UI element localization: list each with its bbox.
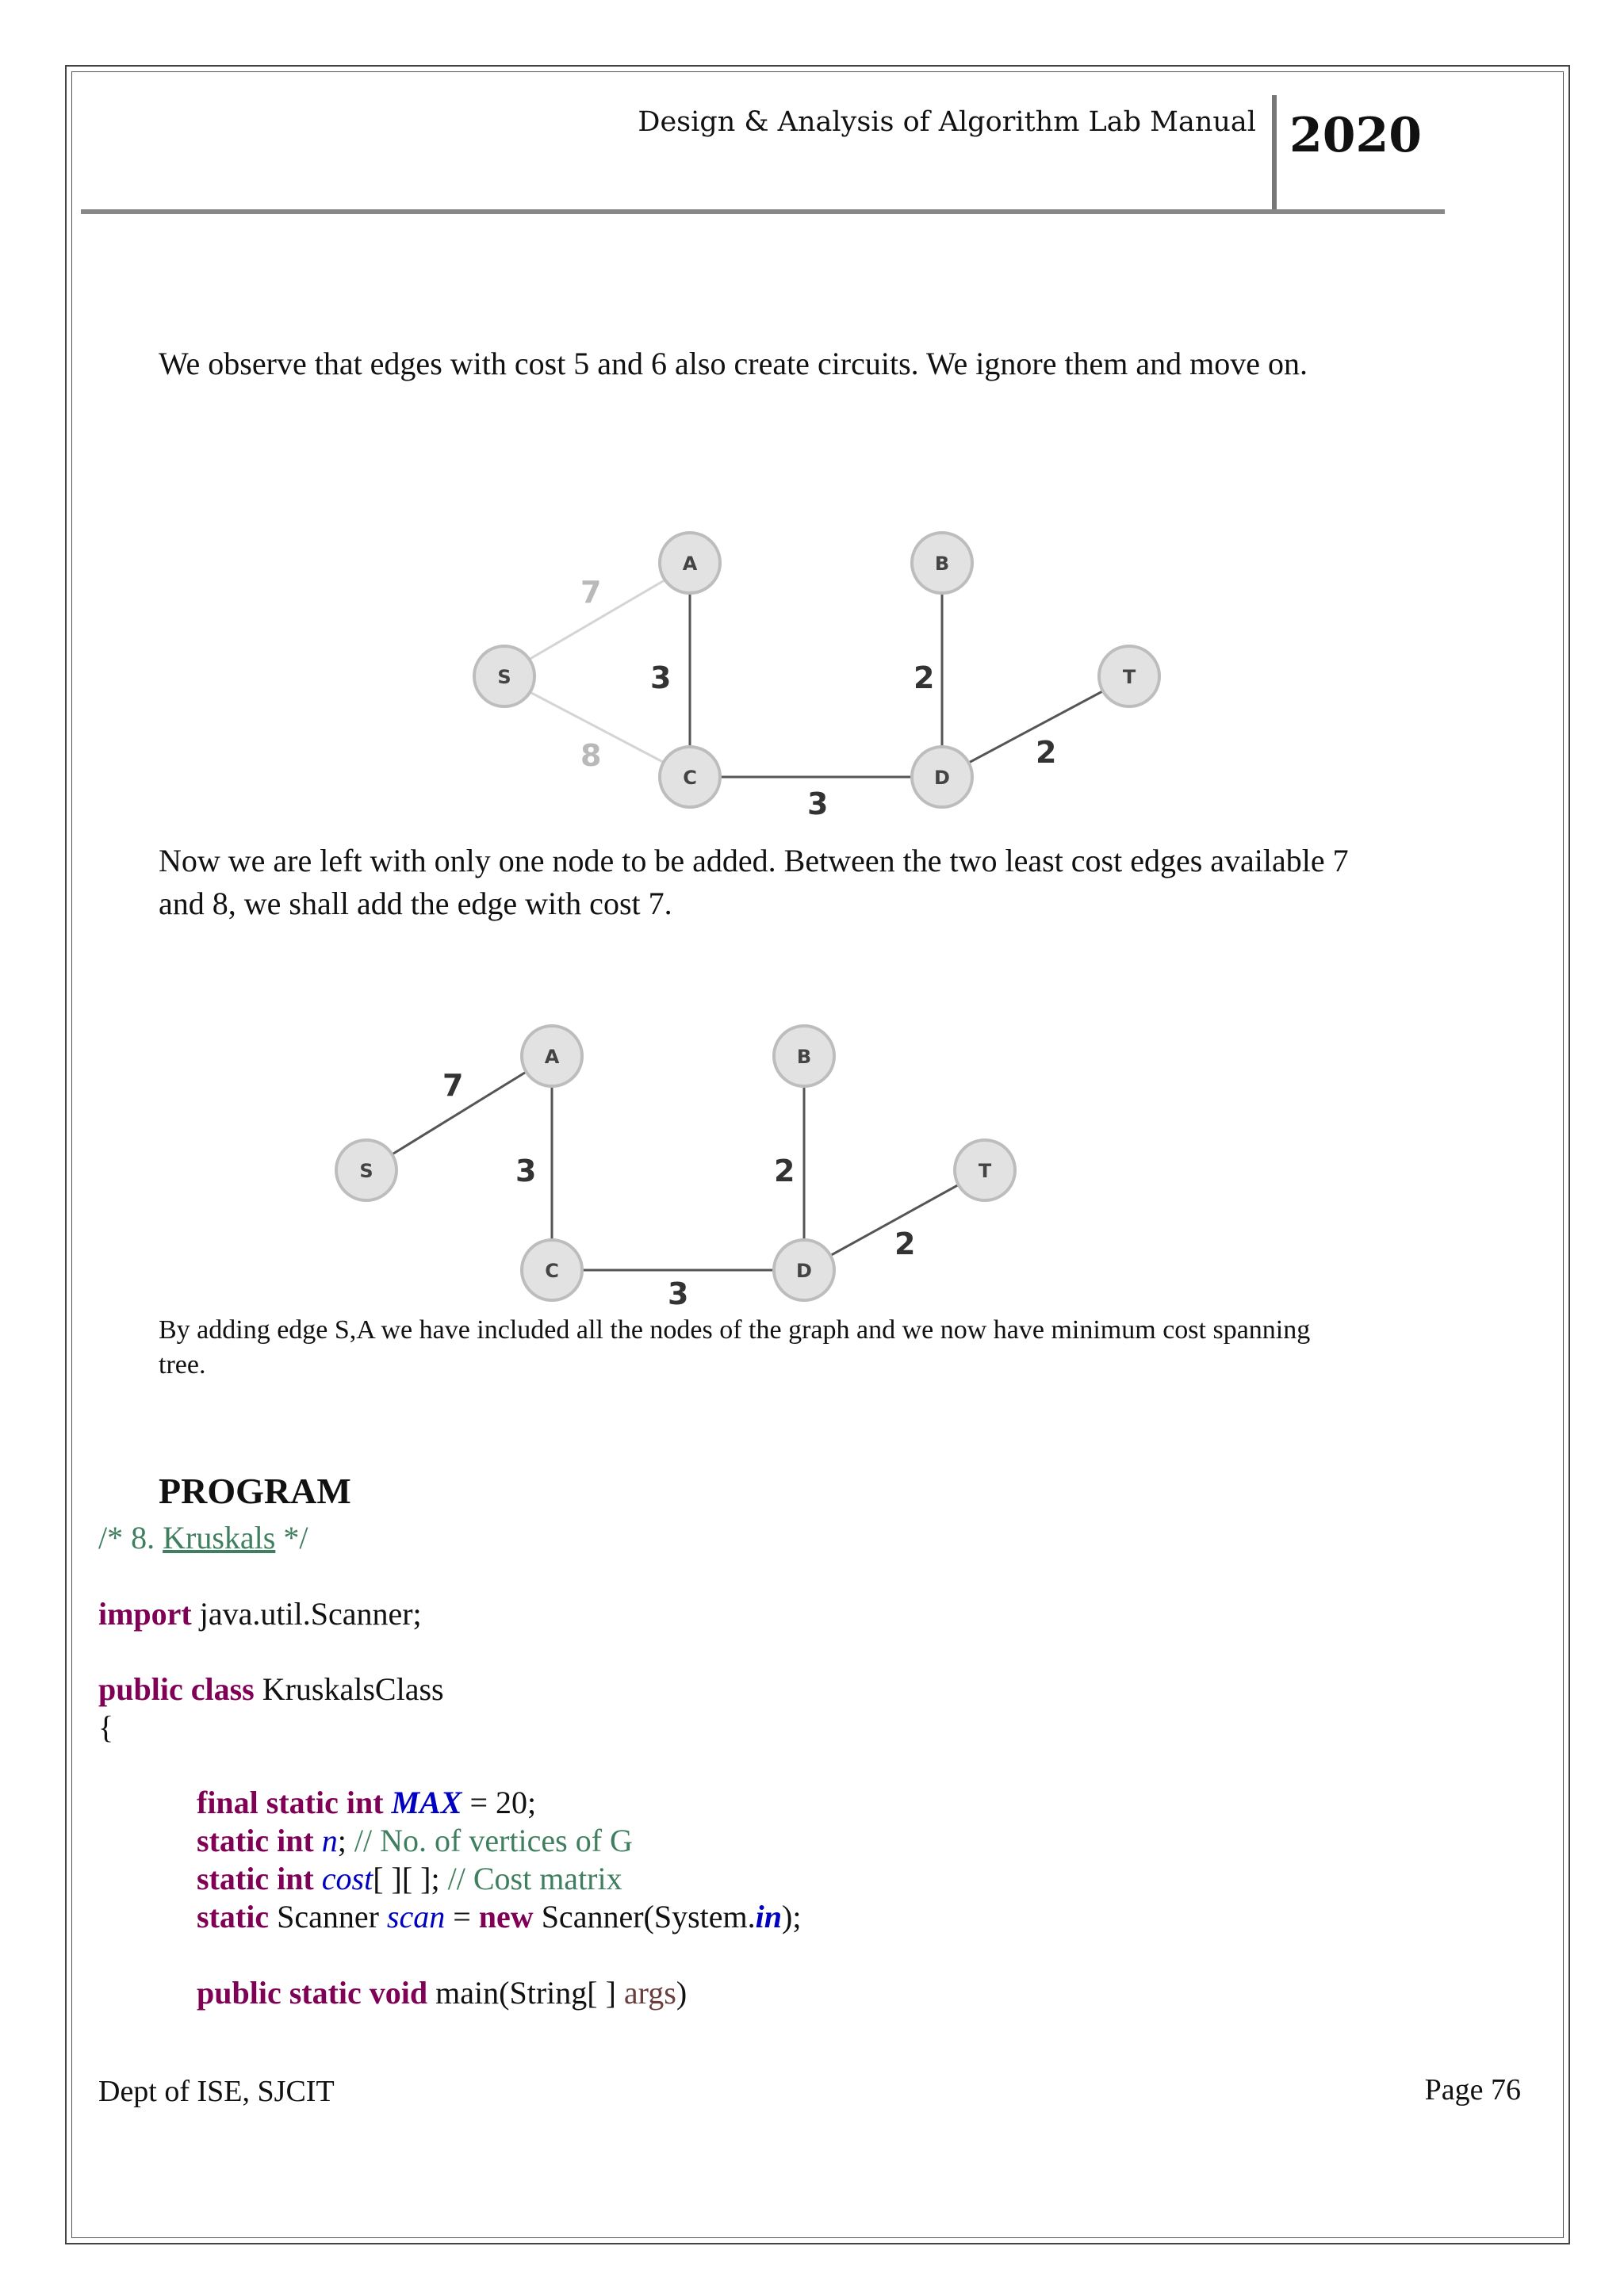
header-divider <box>1272 95 1277 214</box>
paragraph-remaining-node-line2: and 8, we shall add the edge with cost 7. <box>159 886 672 921</box>
svg-text:A: A <box>544 1046 560 1068</box>
program-heading: PROGRAM <box>159 1471 351 1511</box>
graph1-weight-s-c: 8 <box>580 738 602 773</box>
svg-text:C: C <box>545 1260 559 1282</box>
graph1-node-s <box>474 646 534 706</box>
graph1-weight-c-d: 3 <box>807 786 829 821</box>
graph2-node-a <box>522 1026 582 1086</box>
graph1-node-c <box>660 747 720 807</box>
graph2-weights <box>442 1068 915 1311</box>
paragraph-circuits: We observe that edges with cost 5 and 6 also create circuits. We ignore them and move on. <box>159 346 1308 381</box>
svg-text:B: B <box>796 1046 812 1068</box>
header-title: Design & Analysis of Algorithm Lab Manual <box>638 106 1256 138</box>
graph2-weight-b-d: 2 <box>774 1154 795 1188</box>
svg-text:D: D <box>934 767 950 789</box>
code-comment: /* 8. Kruskals */ <box>98 1520 308 1556</box>
code-line-cost: static int cost[ ][ ]; // Cost matrix <box>197 1861 622 1896</box>
graph-step-2 <box>322 1016 1036 1334</box>
graph2-node-s <box>336 1140 396 1200</box>
paragraph-spanning-tree <box>159 1313 1411 1383</box>
graph1-node-a <box>660 533 720 593</box>
paragraph-spanning-tree-line1: By adding edge S,A we have included all the nodes of the graph and we now have minimum cost spanning <box>159 1315 1311 1345</box>
graph2-node-c <box>522 1240 582 1300</box>
code-line-n: static int n; // No. of vertices of G <box>197 1823 633 1858</box>
svg-text:S: S <box>359 1160 373 1182</box>
graph1-node-d <box>912 747 972 807</box>
graph1-weight-s-a: 7 <box>580 575 602 610</box>
svg-text:A: A <box>682 553 698 575</box>
footer-department: Dept of ISE, SJCIT <box>98 2075 335 2108</box>
svg-text:S: S <box>497 666 511 688</box>
code-line-main: public static void main(String[ ] args) <box>197 1975 688 2011</box>
paragraph-remaining-node-line1: Now we are left with only one node to be added. Between the two least cost edges available 7 <box>159 843 1349 878</box>
graph2-node-b <box>774 1026 834 1086</box>
header-rule <box>81 209 1445 214</box>
graph1-weight-b-d: 2 <box>914 660 935 695</box>
footer-page-number: Page 76 <box>1424 2073 1521 2107</box>
graph2-weight-c-d: 3 <box>668 1276 689 1311</box>
code-import: import java.util.Scanner; <box>98 1596 422 1632</box>
paragraph-remaining-node <box>159 840 1411 925</box>
graph1-node-t <box>1099 646 1159 706</box>
svg-text:C: C <box>683 767 697 789</box>
graph2-weight-a-c: 3 <box>515 1154 537 1188</box>
graph2-node-t <box>955 1140 1015 1200</box>
code-class-decl: public class KruskalsClass <box>98 1671 444 1707</box>
kruskals-link[interactable]: Kruskals <box>163 1520 276 1556</box>
code-line-max: final static int MAX = 20; <box>197 1785 537 1820</box>
graph1-weight-d-t: 2 <box>1036 735 1057 770</box>
graph1-weights <box>580 575 1056 821</box>
graph2-node-d <box>774 1240 834 1300</box>
graph2-weight-d-t: 2 <box>894 1226 916 1261</box>
svg-text:D: D <box>796 1260 812 1282</box>
code-brace-open: { <box>98 1709 114 1745</box>
graph2-weight-s-a: 7 <box>442 1068 464 1103</box>
code-line-scanner: static Scanner scan = new Scanner(System.in); <box>197 1899 802 1934</box>
svg-text:B: B <box>934 553 950 575</box>
graph-step-1 <box>460 523 1174 840</box>
svg-text:T: T <box>978 1160 992 1182</box>
graph1-node-b <box>912 533 972 593</box>
paragraph-spanning-tree-line2: tree. <box>159 1350 206 1380</box>
svg-text:T: T <box>1122 666 1136 688</box>
graph1-weight-a-c: 3 <box>650 660 672 695</box>
header-year: 2020 <box>1289 108 1422 163</box>
